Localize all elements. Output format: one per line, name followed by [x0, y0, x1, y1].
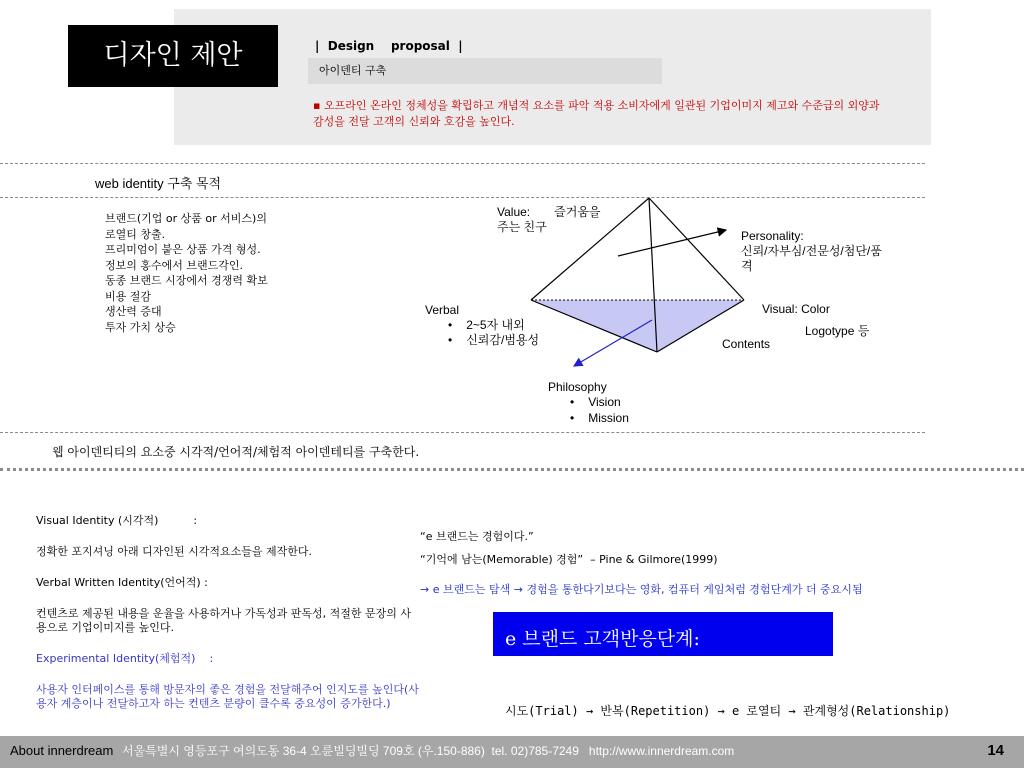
customer-response-stages: 시도(Trial) → 반복(Repetition) → e 로열티 → 관계형성(Relationship): [505, 704, 951, 718]
contents-label: Contents: [722, 337, 771, 351]
divider-thick: [0, 468, 1024, 471]
logotype-label: Logotype 등: [805, 324, 870, 338]
list-item: 프리미엄이 붙은 상품 가격 형성.: [105, 243, 261, 256]
personality-arrow: [618, 230, 726, 256]
verbal-item: • 2~5자 내외: [448, 318, 525, 332]
summary-statement: 웹 아이덴티티의 요소중 시각적/언어적/체험적 아이덴테티를 구축한다.: [52, 445, 420, 459]
philosophy-item: • Mission: [570, 411, 629, 425]
footer-address: 서울특별시 영등포구 여의도동 36-4 오륜빌딩빌딩 709호 (우.150-886) tel. 02)785-7249 http://www.innerdream.com: [122, 744, 735, 758]
page-number: 14: [987, 742, 1004, 759]
header-subtitle: 아이덴티 구축: [308, 58, 662, 84]
header-description: ▪ 오프라인 온라인 정체성을 확립하고 개념적 요소를 파악 적용 소비자에게 일관된 기업이미지 제고와 수준급의 외양과 감성을 전달 고객의 신뢰와 호감을 높인다.: [313, 99, 880, 128]
list-item: 로열티 창출.: [105, 227, 166, 241]
list-item: 정보의 홍수에서 브랜드각인.: [105, 258, 244, 272]
visual-identity-title: Visual Identity (시각적) :: [36, 514, 198, 527]
divider: [0, 432, 925, 433]
identity-types: [36, 514, 421, 711]
list-item: 생산력 증대: [105, 305, 162, 318]
divider: [0, 163, 925, 164]
footer-about: About innerdream: [10, 743, 114, 758]
verbal-item: • 신뢰감/범용성: [448, 333, 540, 347]
personality-label: Personality: 신뢰/자부심/전문성/첨단/품 격: [741, 229, 882, 273]
experimental-identity-title: Experimental Identity(체험적) :: [36, 652, 214, 665]
list-item: 비용 절감: [105, 289, 152, 303]
verbal-identity-desc: 컨텐츠로 제공된 내용을 운율을 사용하거나 가독성과 판독성, 적절한 문장의 사용으로 기업이미지를 높인다.: [36, 607, 411, 634]
pyramid-edge: [649, 198, 744, 300]
list-item: 브랜드(기업 or 상품 or 서비스)의: [105, 212, 267, 225]
visual-label: Visual: Color: [762, 302, 830, 316]
quote-memorable: “기억에 남는(Memorable) 경험” – Pine & Gilmore(1999): [420, 553, 718, 566]
experimental-identity-desc: 사용자 인터페이스를 통해 방문자의 좋은 경험을 전달해주어 인지도를 높인다(사용자 계층이나 전달하고자 하는 컨텐츠 분량이 클수록 중요성이 증가한다.): [36, 683, 419, 710]
section-title: web identity 구축 목적: [95, 176, 222, 191]
philosophy-item: • Vision: [570, 395, 621, 409]
philosophy-label: Philosophy: [548, 380, 607, 394]
ebrand-stage-box: e 브랜드 고객반응단계:: [493, 612, 833, 656]
list-item: 동종 브랜드 시장에서 경쟁력 확보: [105, 274, 268, 287]
benefit-list: [105, 211, 268, 335]
footer: [0, 736, 1024, 768]
verbal-identity-title: Verbal Written Identity(언어적) :: [36, 576, 208, 589]
list-item: 투자 가치 상승: [105, 320, 176, 334]
page-title: 디자인 제안: [68, 25, 278, 87]
quote-brand: “e 브랜드는 경험이다.”: [420, 530, 534, 543]
header-label: | Design proposal |: [315, 39, 463, 53]
verbal-label: Verbal: [425, 303, 460, 317]
brand-experience-note: → e 브랜드는 탐색 → 경험을 통한다기보다는 영화, 컴퓨터 게임처럼 경험단계가 더 중요시됨: [420, 583, 863, 596]
value-label: Value: 즐거움을 주는 친구: [497, 205, 601, 234]
visual-identity-desc: 정확한 포지셔닝 아래 디자인된 시각적요소들을 제작한다.: [36, 545, 313, 558]
